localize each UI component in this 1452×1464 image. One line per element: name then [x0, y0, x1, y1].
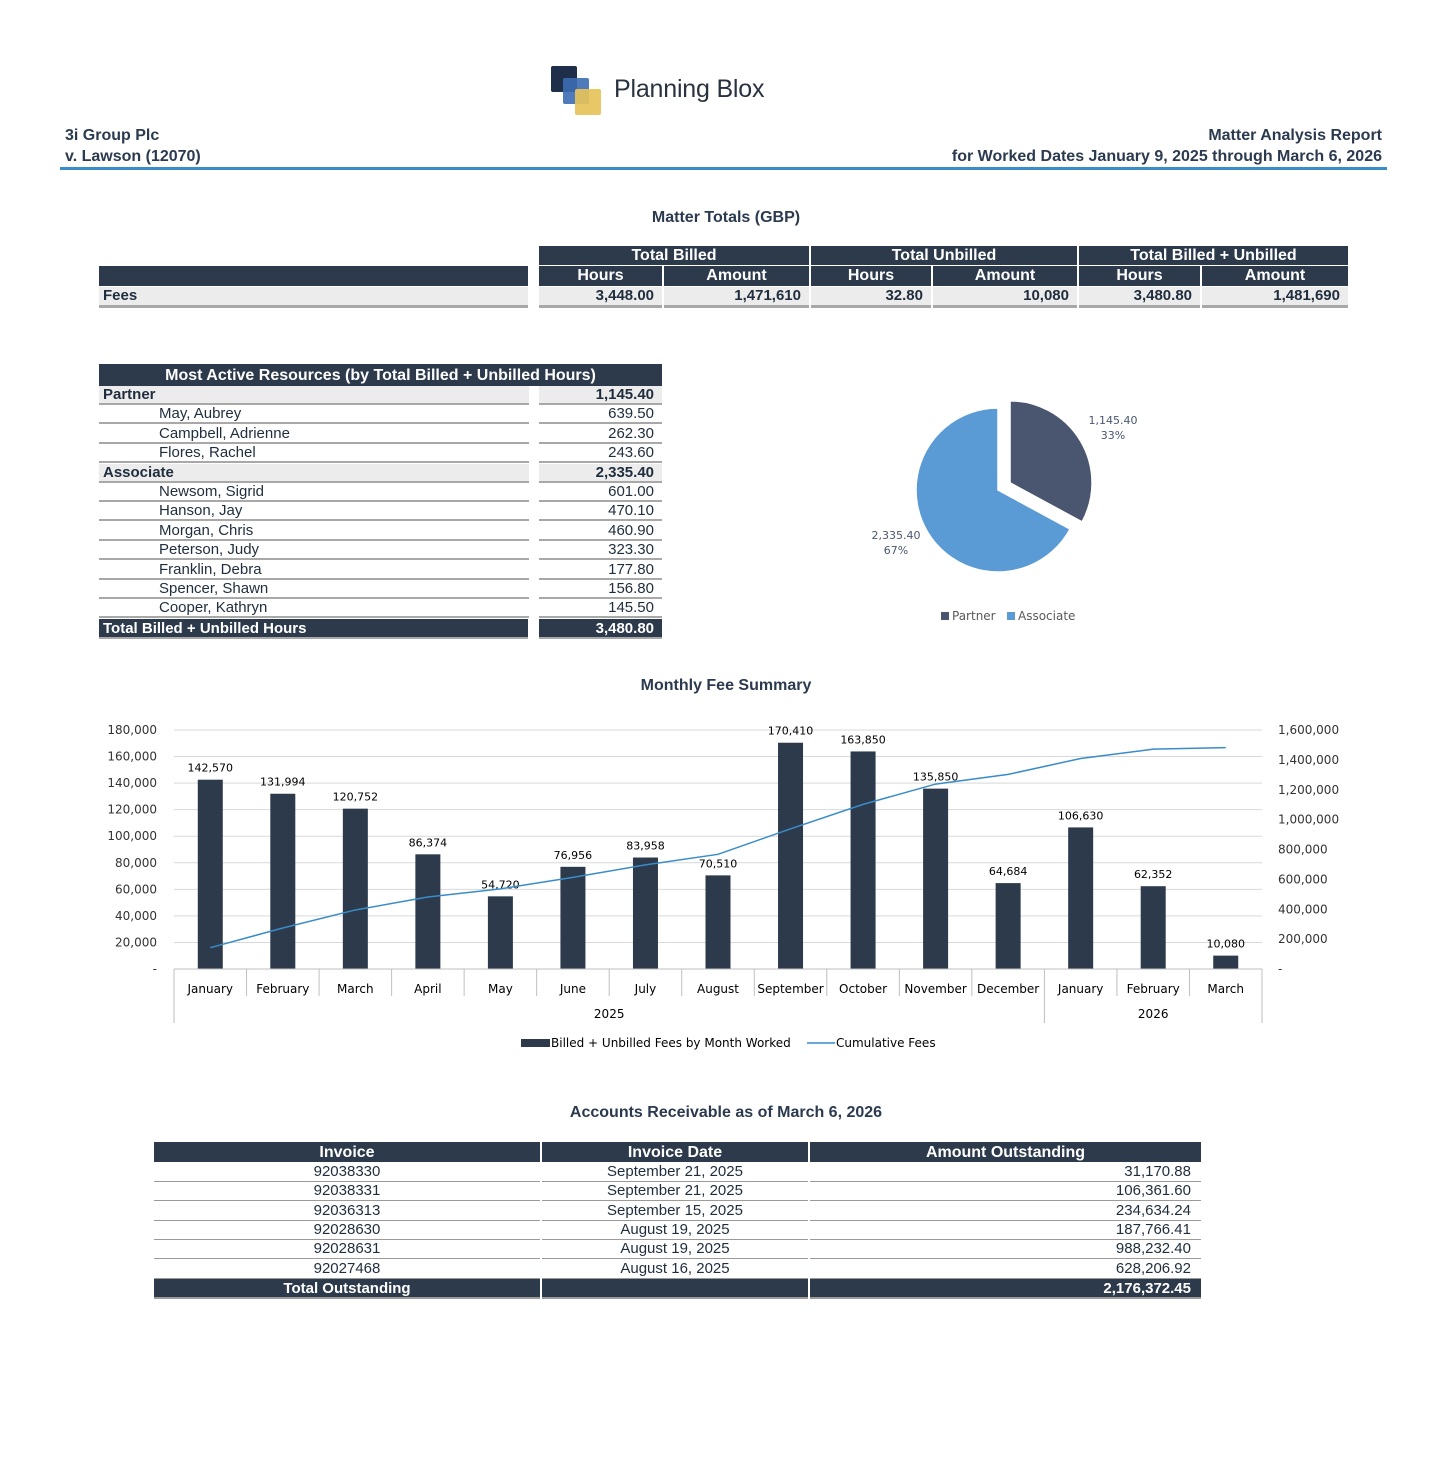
ar-invoice-cell: 92036313 [154, 1202, 540, 1221]
x-tick-label: September [757, 982, 824, 996]
x-tick-label: June [559, 982, 587, 996]
resource-hours: 601.00 [539, 483, 662, 502]
bar-value-label: 83,958 [626, 839, 665, 853]
right-tick-label: - [1278, 962, 1283, 976]
x-tick-label: February [1126, 982, 1180, 996]
subheader-combined-amount: Amount [1202, 266, 1348, 286]
left-tick-label: 60,000 [115, 882, 157, 897]
pie-label-partner-value: 1,145.40 [1088, 414, 1138, 427]
x-tick-label: October [839, 982, 888, 996]
right-tick-label: 1,200,000 [1278, 782, 1340, 797]
matter-name: v. Lawson (12070) [65, 148, 201, 165]
pie-label-associate-percent: 67% [883, 544, 909, 557]
fee-bar [706, 875, 731, 969]
ar-invoice-cell: 92028630 [154, 1221, 540, 1240]
ar-total-empty [542, 1279, 808, 1299]
resource-name: Newsom, Sigrid [99, 483, 529, 502]
matter-totals-title: Matter Totals (GBP) [651, 209, 801, 226]
bar-value-label: 62,352 [1133, 868, 1173, 882]
ar-date-cell: September 15, 2025 [542, 1202, 808, 1221]
fee-bar [996, 883, 1021, 969]
resource-hours: 460.90 [539, 522, 662, 541]
ar-amount-cell: 187,766.41 [810, 1221, 1201, 1240]
subheader-unbilled-amount: Amount [933, 266, 1077, 286]
fee-bar [851, 751, 876, 969]
right-axis-ticks [1278, 723, 1339, 976]
right-tick-label: 1,000,000 [1278, 812, 1340, 827]
resource-name: Morgan, Chris [99, 522, 529, 541]
bar-value-label: 76,956 [553, 848, 593, 862]
group-header-total-unbilled: Total Unbilled [811, 246, 1077, 265]
bar-value-label: 131,994 [260, 775, 306, 789]
subheader-billed-hours: Hours [539, 266, 662, 286]
x-tick-label: April [414, 982, 442, 996]
ar-header-invoice: Invoice [154, 1142, 540, 1162]
resource-hours: 262.30 [539, 425, 662, 444]
bar-value-label: 64,684 [988, 865, 1028, 879]
resource-name: Spencer, Shawn [99, 580, 529, 599]
left-axis-ticks [107, 723, 157, 976]
ar-date-cell: September 21, 2025 [542, 1163, 808, 1182]
legend-label-monthly-fees: Billed + Unbilled Fees by Month Worked [551, 1036, 791, 1050]
ar-date-cell: August 19, 2025 [542, 1221, 808, 1240]
x-tick-label: March [1207, 982, 1245, 996]
ar-header-date: Invoice Date [542, 1142, 808, 1162]
pie-label-associate-value: 2,335.40 [871, 529, 921, 542]
left-tick-label: 80,000 [115, 855, 157, 870]
pie-label-partner-percent: 33% [1100, 429, 1126, 442]
left-tick-label: 20,000 [115, 935, 157, 950]
x-tick-label: February [256, 982, 310, 996]
bar-value-label: 135,850 [912, 770, 959, 784]
x-year-label: 2025 [593, 1007, 625, 1021]
fees-combined-amount: 1,481,690 [1202, 287, 1348, 308]
bar-value-label: 70,510 [698, 857, 738, 871]
fees-unbilled-hours: 32.80 [811, 287, 931, 308]
right-tick-label: 600,000 [1278, 872, 1328, 887]
fee-bar [415, 854, 440, 969]
x-tick-label: August [697, 982, 739, 996]
left-tick-label: 160,000 [107, 749, 157, 764]
bar-value-label: 120,752 [332, 790, 379, 804]
x-tick-label: January [1057, 982, 1104, 996]
left-tick-label: 40,000 [115, 908, 157, 923]
ar-date-cell: August 16, 2025 [542, 1260, 808, 1279]
resource-name: Hanson, Jay [99, 502, 529, 521]
right-tick-label: 1,600,000 [1278, 723, 1340, 737]
left-tick-label: - [152, 962, 157, 976]
ar-amount-cell: 988,232.40 [810, 1240, 1201, 1259]
bar-value-label: 163,850 [840, 733, 886, 747]
resource-hours: 639.50 [539, 405, 662, 424]
subheader-unbilled-hours: Hours [811, 266, 931, 286]
ar-invoice-cell: 92038330 [154, 1163, 540, 1182]
resources-total-label: Total Billed + Unbilled Hours [99, 619, 528, 639]
x-axis [174, 969, 1262, 1023]
fee-bar [1141, 886, 1166, 969]
ar-invoice-cell: 92027468 [154, 1260, 540, 1279]
ar-amount-cell: 628,206.92 [810, 1260, 1201, 1279]
row-label-header [99, 266, 528, 286]
legend-swatch-monthly-fees [521, 1039, 550, 1047]
legend-label-associate: Associate [1018, 609, 1076, 623]
client-info [65, 125, 201, 167]
resource-name: Franklin, Debra [99, 561, 529, 580]
bar-value-label: 170,410 [767, 724, 814, 738]
subheader-combined-hours: Hours [1079, 266, 1200, 286]
resources-total-value: 3,480.80 [539, 619, 662, 639]
ar-title: Accounts Receivable as of March 6, 2026 [569, 1104, 883, 1121]
bar-value-label: 86,374 [408, 836, 448, 850]
header-divider [60, 167, 1387, 170]
client-name: 3i Group Plc [65, 127, 160, 144]
fees-row-label: Fees [99, 287, 528, 308]
ar-date-cell: August 19, 2025 [542, 1240, 808, 1259]
ar-amount-cell: 31,170.88 [810, 1163, 1201, 1182]
report-info [952, 125, 1382, 167]
legend-label-cumulative: Cumulative Fees [836, 1036, 936, 1050]
x-tick-label: November [904, 982, 967, 996]
resource-name: May, Aubrey [99, 405, 529, 424]
report-range: for Worked Dates January 9, 2025 through March 6, 2026 [951, 148, 1382, 165]
fee-bar [1068, 827, 1093, 969]
monthly-fee-chart [90, 715, 1370, 1060]
resource-name: Cooper, Kathryn [99, 599, 529, 618]
bar-value-label: 142,570 [187, 761, 234, 775]
fee-bar [198, 780, 223, 969]
right-tick-label: 1,400,000 [1278, 752, 1340, 767]
x-year-label: 2026 [1137, 1007, 1169, 1021]
logo-text: Planning Blox [614, 75, 765, 103]
ar-total-value: 2,176,372.45 [810, 1279, 1201, 1299]
fee-bar [343, 809, 368, 969]
fee-bar [778, 743, 803, 969]
legend-swatch-associate [1007, 612, 1015, 620]
ar-date-cell: September 21, 2025 [542, 1182, 808, 1201]
resource-hours: 470.10 [539, 502, 662, 521]
left-tick-label: 120,000 [107, 802, 157, 817]
logo-mark-icon [551, 66, 603, 116]
group-header-total-billed: Total Billed [539, 246, 809, 265]
ar-amount-cell: 106,361.60 [810, 1182, 1201, 1201]
resource-hours: 156.80 [539, 580, 662, 599]
fee-bar [560, 867, 585, 969]
resource-hours: 177.80 [539, 561, 662, 580]
bar-value-label: 106,630 [1057, 809, 1104, 823]
fees-unbilled-amount: 10,080 [933, 287, 1077, 308]
x-tick-label: May [487, 982, 513, 996]
chart-legend [521, 1036, 936, 1050]
fee-bar [1213, 956, 1238, 969]
ar-invoice-cell: 92038331 [154, 1182, 540, 1201]
x-tick-label: December [977, 982, 1040, 996]
right-tick-label: 400,000 [1278, 902, 1328, 917]
resource-group-partner: Partner [99, 386, 529, 405]
fees-billed-amount: 1,471,610 [664, 287, 809, 308]
x-tick-label: July [634, 982, 657, 996]
fees-combined-hours: 3,480.80 [1079, 287, 1200, 308]
subheader-billed-amount: Amount [664, 266, 809, 286]
resource-group-associate-total: 2,335.40 [539, 464, 662, 483]
legend-label-partner: Partner [952, 609, 996, 623]
ar-invoice-cell: 92028631 [154, 1240, 540, 1259]
left-tick-label: 140,000 [107, 776, 157, 791]
left-tick-label: 100,000 [107, 829, 157, 844]
resource-group-associate: Associate [99, 464, 529, 483]
resource-name: Flores, Rachel [99, 444, 529, 463]
resource-hours: 323.30 [539, 541, 662, 560]
resource-group-partner-total: 1,145.40 [539, 386, 662, 405]
resources-title: Most Active Resources (by Total Billed + Unbilled Hours) [99, 364, 662, 386]
ar-amount-cell: 234,634.24 [810, 1202, 1201, 1221]
bar-value-label: 54,720 [481, 878, 520, 892]
x-tick-label: January [187, 982, 234, 996]
planning-blox-logo [551, 66, 791, 116]
ar-header-amount: Amount Outstanding [810, 1142, 1201, 1162]
x-tick-label: March [337, 982, 374, 996]
fee-bar [633, 858, 658, 969]
legend-swatch-partner [941, 612, 949, 620]
fee-bars [198, 743, 1238, 969]
resource-pie-chart [860, 380, 1160, 640]
resource-hours: 243.60 [539, 444, 662, 463]
right-tick-label: 200,000 [1278, 932, 1328, 947]
resource-hours: 145.50 [539, 599, 662, 618]
fee-bar [270, 794, 295, 969]
monthly-fee-title: Monthly Fee Summary [640, 677, 812, 694]
group-header-total-billed-unbilled: Total Billed + Unbilled [1079, 246, 1348, 265]
fees-billed-hours: 3,448.00 [539, 287, 662, 308]
left-tick-label: 180,000 [107, 723, 157, 737]
resource-name: Campbell, Adrienne [99, 425, 529, 444]
resource-name: Peterson, Judy [99, 541, 529, 560]
fee-bar [488, 896, 513, 969]
right-tick-label: 800,000 [1278, 842, 1328, 857]
bar-value-label: 10,080 [1206, 937, 1245, 951]
ar-total-label: Total Outstanding [154, 1279, 540, 1299]
fee-bar [923, 789, 948, 969]
report-title: Matter Analysis Report [1208, 127, 1382, 144]
